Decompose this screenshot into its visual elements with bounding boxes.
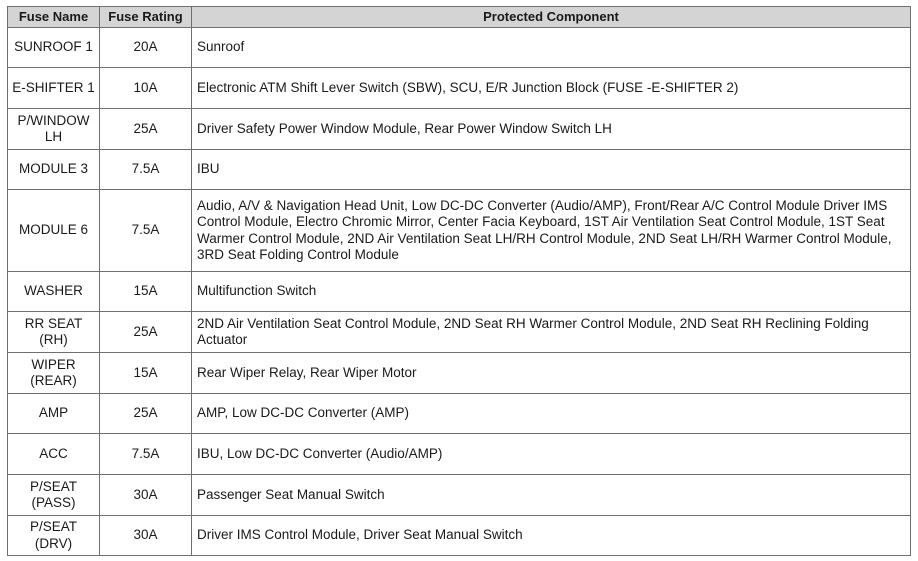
protected-component-cell: Rear Wiper Relay, Rear Wiper Motor bbox=[192, 353, 911, 394]
fuse-rating-cell: 25A bbox=[100, 394, 192, 434]
table-row bbox=[8, 475, 911, 516]
protected-component-cell: Electronic ATM Shift Lever Switch (SBW), SCU, E/R Junction Block (FUSE -E-SHIFTER 2) bbox=[192, 68, 911, 109]
protected-component-cell: Audio, A/V & Navigation Head Unit, Low DC-DC Converter (Audio/AMP), Front/Rear A/C Control Module Driver IMS Control Module, Electro Chromic Mirror, Center Facia Keyboard, 1ST Air Ventilation Seat Control Module, 1ST Seat Warmer Control Module, 2ND Air Ventilation Seat LH/RH Control Module, 2ND Seat LH/RH Warmer Control Module, 3RD Seat Folding Control Module bbox=[192, 190, 911, 272]
fuse-name-cell: WIPER (REAR) bbox=[8, 353, 100, 394]
fuse-rating-cell: 25A bbox=[100, 109, 192, 150]
protected-component-cell: Multifunction Switch bbox=[192, 272, 911, 312]
fuse-rating-cell: 20A bbox=[100, 28, 192, 68]
table-row bbox=[8, 150, 911, 190]
fuse-name-cell: MODULE 6 bbox=[8, 190, 100, 272]
fuse-name-cell: P/WINDOW LH bbox=[8, 109, 100, 150]
fuse-name-cell: RR SEAT (RH) bbox=[8, 312, 100, 353]
fuse-rating-cell: 7.5A bbox=[100, 190, 192, 272]
table-row bbox=[8, 28, 911, 68]
protected-component-cell: IBU bbox=[192, 150, 911, 190]
fuse-name-cell: SUNROOF 1 bbox=[8, 28, 100, 68]
fuse-rating-cell: 7.5A bbox=[100, 434, 192, 475]
protected-component-cell: Driver Safety Power Window Module, Rear Power Window Switch LH bbox=[192, 109, 911, 150]
protected-component-cell: 2ND Air Ventilation Seat Control Module, 2ND Seat RH Warmer Control Module, 2ND Seat RH Reclining Folding Actuator bbox=[192, 312, 911, 353]
table-row bbox=[8, 353, 911, 394]
fuse-rating-cell: 15A bbox=[100, 353, 192, 394]
protected-component-cell: IBU, Low DC-DC Converter (Audio/AMP) bbox=[192, 434, 911, 475]
protected-component-cell: AMP, Low DC-DC Converter (AMP) bbox=[192, 394, 911, 434]
header-protected-component: Protected Component bbox=[192, 7, 911, 28]
header-row bbox=[8, 7, 911, 28]
table-row bbox=[8, 272, 911, 312]
fuse-rating-cell: 30A bbox=[100, 516, 192, 556]
protected-component-cell: Passenger Seat Manual Switch bbox=[192, 475, 911, 516]
fuse-rating-cell: 30A bbox=[100, 475, 192, 516]
table-row bbox=[8, 434, 911, 475]
table-row bbox=[8, 190, 911, 272]
protected-component-cell: Driver IMS Control Module, Driver Seat Manual Switch bbox=[192, 516, 911, 556]
table-row bbox=[8, 312, 911, 353]
protected-component-cell: Sunroof bbox=[192, 28, 911, 68]
fuse-name-cell: ACC bbox=[8, 434, 100, 475]
fuse-rating-cell: 10A bbox=[100, 68, 192, 109]
table-row bbox=[8, 394, 911, 434]
fuse-rating-cell: 15A bbox=[100, 272, 192, 312]
fuse-name-cell: P/SEAT (PASS) bbox=[8, 475, 100, 516]
table-row bbox=[8, 516, 911, 556]
table-row bbox=[8, 109, 911, 150]
fuse-name-cell: WASHER bbox=[8, 272, 100, 312]
fuse-rating-cell: 7.5A bbox=[100, 150, 192, 190]
fuse-table bbox=[7, 6, 911, 556]
fuse-name-cell: MODULE 3 bbox=[8, 150, 100, 190]
fuse-name-cell: E-SHIFTER 1 bbox=[8, 68, 100, 109]
table-row bbox=[8, 68, 911, 109]
header-fuse-rating: Fuse Rating bbox=[100, 7, 192, 28]
header-fuse-name: Fuse Name bbox=[8, 7, 100, 28]
fuse-rating-cell: 25A bbox=[100, 312, 192, 353]
fuse-name-cell: P/SEAT (DRV) bbox=[8, 516, 100, 556]
fuse-name-cell: AMP bbox=[8, 394, 100, 434]
